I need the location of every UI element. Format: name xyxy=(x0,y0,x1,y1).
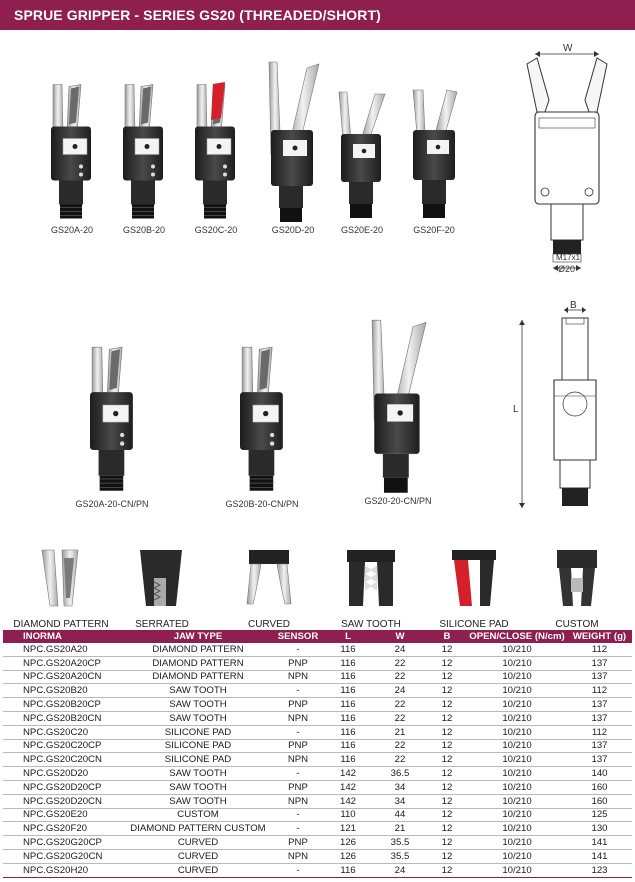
table-cell: SAW TOOTH xyxy=(123,767,273,781)
diamond-jaw-image xyxy=(38,548,84,608)
side-dimension-drawing xyxy=(510,300,610,515)
gripper-image xyxy=(365,318,431,496)
spec-table xyxy=(3,630,632,878)
table-cell: NPC.GS20C20CN xyxy=(3,753,123,767)
table-cell: NPC.GS20C20CP xyxy=(3,739,123,753)
curved-jaw-image xyxy=(243,548,295,608)
table-cell: 12 xyxy=(427,643,467,656)
custom-jaw-image xyxy=(551,548,603,608)
table-cell: - xyxy=(273,725,323,739)
product-gs20e-20 xyxy=(332,90,392,235)
table-row xyxy=(3,739,632,753)
table-cell: NPC.GS20F20 xyxy=(3,822,123,836)
product-label: GS20A-20-CN/PN xyxy=(75,499,149,509)
table-cell: 142 xyxy=(323,767,373,781)
product-gs20b-20-cn-pn xyxy=(212,345,312,509)
table-cell: NPC.GS20D20 xyxy=(3,767,123,781)
table-row xyxy=(3,698,632,712)
product-label: GS20B-20-CN/PN xyxy=(225,499,299,509)
table-cell: 121 xyxy=(323,822,373,836)
table-cell: - xyxy=(273,863,323,877)
table-cell: 24 xyxy=(373,863,427,877)
table-cell: 112 xyxy=(567,684,632,698)
table-cell: 123 xyxy=(567,863,632,877)
table-cell: 12 xyxy=(427,863,467,877)
table-cell: 22 xyxy=(373,670,427,684)
jaw-curved xyxy=(219,548,319,630)
col-header: INORMA xyxy=(3,630,123,643)
table-cell: 10/210 xyxy=(467,863,567,877)
col-header: L xyxy=(323,630,373,643)
gripper-image xyxy=(47,80,97,225)
table-cell: 112 xyxy=(567,725,632,739)
product-label: GS20B-20 xyxy=(122,225,166,235)
table-cell: 116 xyxy=(323,711,373,725)
table-cell: PNP xyxy=(273,698,323,712)
table-cell: 12 xyxy=(427,670,467,684)
silicone-pad-jaw-image xyxy=(444,548,504,608)
table-cell: 10/210 xyxy=(467,711,567,725)
col-header: SENSOR xyxy=(273,630,323,643)
table-row xyxy=(3,643,632,656)
table-row xyxy=(3,808,632,822)
table-row xyxy=(3,849,632,863)
product-label: GS20C-20 xyxy=(194,225,238,235)
table-cell: NPC.GS20B20CP xyxy=(3,698,123,712)
table-cell: 34 xyxy=(373,794,427,808)
table-cell: PNP xyxy=(273,739,323,753)
table-cell: 35.5 xyxy=(373,849,427,863)
table-cell: - xyxy=(273,808,323,822)
table-cell: 10/210 xyxy=(467,643,567,656)
table-cell: 116 xyxy=(323,684,373,698)
table-cell: 12 xyxy=(427,780,467,794)
table-cell: - xyxy=(273,767,323,781)
col-header: WEIGHT (g) xyxy=(567,630,632,643)
col-header: JAW TYPE xyxy=(123,630,273,643)
table-cell: 12 xyxy=(427,849,467,863)
table-cell: 10/210 xyxy=(467,684,567,698)
diameter-label: Ø20 xyxy=(558,264,576,274)
table-cell: 141 xyxy=(567,849,632,863)
gripper-image xyxy=(191,80,241,225)
jaw-silicone-pad xyxy=(424,548,524,630)
jaw-custom xyxy=(527,548,627,630)
table-cell: 24 xyxy=(373,684,427,698)
table-cell: 142 xyxy=(323,794,373,808)
table-cell: 110 xyxy=(323,808,373,822)
table-cell: CURVED xyxy=(123,863,273,877)
table-row xyxy=(3,822,632,836)
table-cell: 12 xyxy=(427,822,467,836)
table-row xyxy=(3,711,632,725)
table-cell: NPN xyxy=(273,670,323,684)
table-row xyxy=(3,753,632,767)
table-cell: 116 xyxy=(323,739,373,753)
table-row xyxy=(3,670,632,684)
table-cell: 12 xyxy=(427,684,467,698)
table-cell: 12 xyxy=(427,739,467,753)
table-cell: 10/210 xyxy=(467,739,567,753)
table-cell: 116 xyxy=(323,656,373,670)
thread-label: M17x1 xyxy=(556,253,581,262)
table-cell: 141 xyxy=(567,836,632,850)
width-label: W xyxy=(563,43,573,54)
table-cell: NPC.GS20D20CN xyxy=(3,794,123,808)
table-cell: CUSTOM xyxy=(123,808,273,822)
table-cell: 35.5 xyxy=(373,836,427,850)
product-label: GS20-20-CN/PN xyxy=(364,496,432,506)
table-cell: 137 xyxy=(567,698,632,712)
table-cell: NPC.GS20D20CP xyxy=(3,780,123,794)
table-cell: 12 xyxy=(427,711,467,725)
table-cell: NPC.GS20A20CP xyxy=(3,656,123,670)
table-cell: NPC.GS20B20 xyxy=(3,684,123,698)
saw-tooth-jaw-image xyxy=(343,548,399,608)
table-cell: 10/210 xyxy=(467,753,567,767)
table-cell: 137 xyxy=(567,670,632,684)
table-cell: 160 xyxy=(567,780,632,794)
table-cell: 10/210 xyxy=(467,780,567,794)
table-cell: 12 xyxy=(427,767,467,781)
table-cell: 160 xyxy=(567,794,632,808)
front-dimension-drawing xyxy=(515,40,620,280)
table-cell: NPN xyxy=(273,794,323,808)
table-cell: 116 xyxy=(323,863,373,877)
table-cell: 10/210 xyxy=(467,698,567,712)
table-cell: NPC.GS20A20CN xyxy=(3,670,123,684)
table-cell: 137 xyxy=(567,739,632,753)
table-cell: DIAMOND PATTERN xyxy=(123,643,273,656)
col-header: W xyxy=(373,630,427,643)
table-cell: SILICONE PAD xyxy=(123,739,273,753)
table-cell: 10/210 xyxy=(467,849,567,863)
table-row xyxy=(3,780,632,794)
gripper-image xyxy=(119,80,169,225)
table-cell: 116 xyxy=(323,698,373,712)
table-body xyxy=(3,643,632,877)
table-cell: - xyxy=(273,684,323,698)
table-cell: SAW TOOTH xyxy=(123,794,273,808)
table-row xyxy=(3,836,632,850)
table-cell: 10/210 xyxy=(467,822,567,836)
table-cell: 22 xyxy=(373,711,427,725)
product-gs20a-20 xyxy=(42,80,102,235)
table-cell: 24 xyxy=(373,643,427,656)
table-cell: 10/210 xyxy=(467,725,567,739)
gripper-image xyxy=(235,345,290,495)
table-cell: NPN xyxy=(273,849,323,863)
jaw-serrated xyxy=(112,548,212,630)
table-cell: 116 xyxy=(323,753,373,767)
page-header xyxy=(0,0,635,30)
table-cell: 44 xyxy=(373,808,427,822)
table-row xyxy=(3,767,632,781)
col-header: OPEN/CLOSE (N/cm) xyxy=(467,630,567,643)
jaw-label: CURVED xyxy=(247,619,291,630)
table-cell: NPC.GS20B20CN xyxy=(3,711,123,725)
gripper-image xyxy=(263,60,323,225)
table-cell: 12 xyxy=(427,808,467,822)
product-label: GS20E-20 xyxy=(340,225,384,235)
jaw-diamond-pattern xyxy=(6,548,116,630)
table-cell: NPN xyxy=(273,753,323,767)
table-row xyxy=(3,684,632,698)
table-cell: DIAMOND PATTERN xyxy=(123,670,273,684)
table-cell: 10/210 xyxy=(467,656,567,670)
table-cell: 22 xyxy=(373,656,427,670)
gripper-image xyxy=(335,90,389,225)
table-header-row xyxy=(3,630,632,643)
table-cell: 12 xyxy=(427,753,467,767)
table-cell: 12 xyxy=(427,725,467,739)
product-gs20a-20-cn-pn xyxy=(62,345,162,509)
table-cell: PNP xyxy=(273,656,323,670)
product-label: GS20F-20 xyxy=(413,225,455,235)
col-header: B xyxy=(427,630,467,643)
table-cell: 112 xyxy=(567,643,632,656)
table-cell: CURVED xyxy=(123,849,273,863)
table-cell: PNP xyxy=(273,780,323,794)
table-row xyxy=(3,656,632,670)
table-row xyxy=(3,794,632,808)
product-label: GS20D-20 xyxy=(271,225,315,235)
table-cell: 12 xyxy=(427,698,467,712)
table-cell: 116 xyxy=(323,725,373,739)
table-cell: 140 xyxy=(567,767,632,781)
table-cell: 142 xyxy=(323,780,373,794)
table-cell: 12 xyxy=(427,836,467,850)
gripper-image xyxy=(85,345,140,495)
table-cell: NPC.GS20C20 xyxy=(3,725,123,739)
table-cell: 21 xyxy=(373,725,427,739)
jaw-label: SERRATED xyxy=(135,619,189,630)
table-cell: NPC.GS20G20CP xyxy=(3,836,123,850)
serrated-jaw-image xyxy=(136,548,188,608)
table-cell: 22 xyxy=(373,739,427,753)
table-cell: DIAMOND PATTERN xyxy=(123,656,273,670)
table-cell: 22 xyxy=(373,698,427,712)
table-row xyxy=(3,863,632,877)
jaw-label: CUSTOM xyxy=(555,619,599,630)
jaw-label: SAW TOOTH xyxy=(341,619,401,630)
product-gs20f-20 xyxy=(404,88,464,235)
table-cell: 10/210 xyxy=(467,808,567,822)
table-cell: SILICONE PAD xyxy=(123,753,273,767)
product-gs20b-20 xyxy=(114,80,174,235)
table-cell: 22 xyxy=(373,753,427,767)
table-cell: 12 xyxy=(427,794,467,808)
table-cell: 10/210 xyxy=(467,670,567,684)
b-label: B xyxy=(570,300,577,311)
table-cell: 126 xyxy=(323,836,373,850)
table-cell: - xyxy=(273,643,323,656)
table-cell: SAW TOOTH xyxy=(123,684,273,698)
table-cell: 21 xyxy=(373,822,427,836)
table-cell: 34 xyxy=(373,780,427,794)
product-gs20c-20 xyxy=(186,80,246,235)
table-cell: NPC.GS20A20 xyxy=(3,643,123,656)
table-cell: 10/210 xyxy=(467,794,567,808)
table-cell: NPN xyxy=(273,711,323,725)
table-cell: NPC.GS20G20CN xyxy=(3,849,123,863)
table-cell: SILICONE PAD xyxy=(123,725,273,739)
table-cell: - xyxy=(273,822,323,836)
table-cell: SAW TOOTH xyxy=(123,711,273,725)
table-cell: 116 xyxy=(323,670,373,684)
jaw-label: SILICONE PAD xyxy=(439,619,509,630)
product-label: GS20A-20 xyxy=(50,225,94,235)
l-label: L xyxy=(513,404,519,415)
table-cell: DIAMOND PATTERN CUSTOM xyxy=(123,822,273,836)
table-cell: 130 xyxy=(567,822,632,836)
table-cell: 125 xyxy=(567,808,632,822)
table-cell: 116 xyxy=(323,643,373,656)
table-cell: 10/210 xyxy=(467,767,567,781)
table-cell: 137 xyxy=(567,753,632,767)
table-cell: SAW TOOTH xyxy=(123,780,273,794)
table-row xyxy=(3,725,632,739)
table-cell: 126 xyxy=(323,849,373,863)
table-cell: CURVED xyxy=(123,836,273,850)
table-cell: 12 xyxy=(427,656,467,670)
table-cell: NPC.GS20E20 xyxy=(3,808,123,822)
table-cell: 137 xyxy=(567,711,632,725)
page-title: SPRUE GRIPPER - SERIES GS20 (THREADED/SHORT) xyxy=(14,7,381,23)
table-cell: 10/210 xyxy=(467,836,567,850)
product-gs20d-20 xyxy=(258,60,328,235)
gripper-image xyxy=(407,88,461,225)
table-cell: PNP xyxy=(273,836,323,850)
table-cell: 36.5 xyxy=(373,767,427,781)
table-cell: 137 xyxy=(567,656,632,670)
table-cell: NPC.GS20H20 xyxy=(3,863,123,877)
jaw-label: DIAMOND PATTERN xyxy=(13,619,109,630)
jaw-saw-tooth xyxy=(321,548,421,630)
product-gs20-20-cn-pn xyxy=(348,318,448,506)
table-cell: SAW TOOTH xyxy=(123,698,273,712)
